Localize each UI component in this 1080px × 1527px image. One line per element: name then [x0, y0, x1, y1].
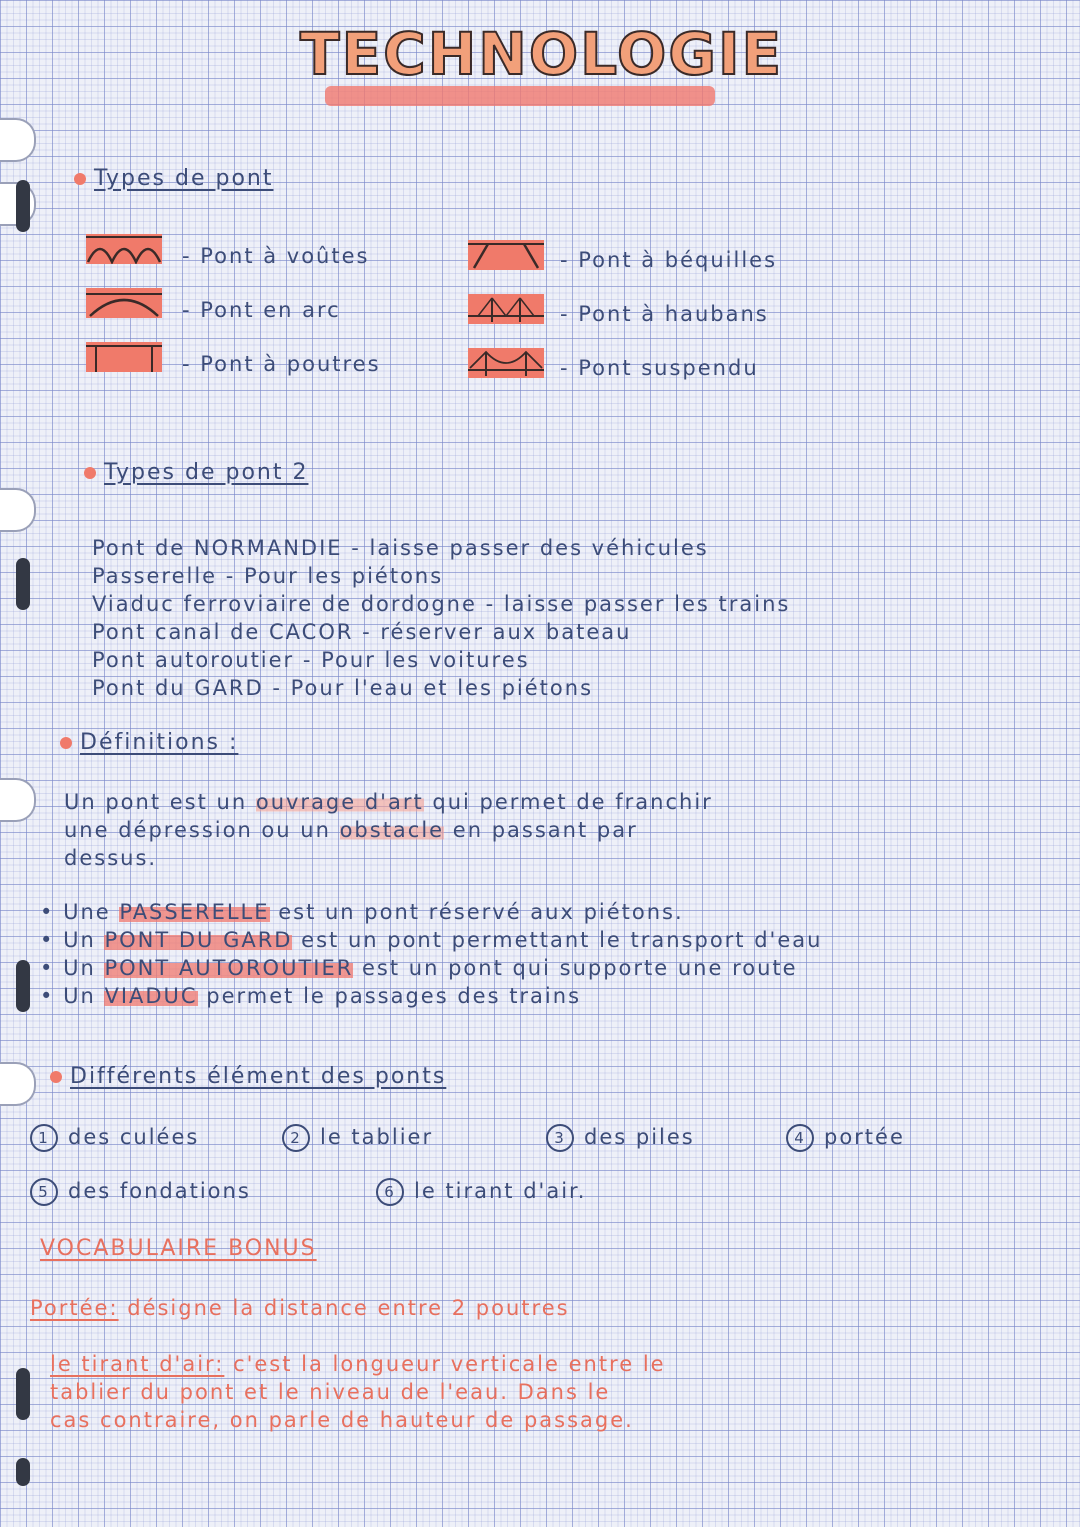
vocab-tirant-line: tablier du pont et le niveau de l'eau. Dans le — [50, 1380, 611, 1404]
highlight-obstacle: obstacle — [339, 818, 445, 842]
term-highlight: VIADUC — [104, 984, 198, 1008]
bullet-icon — [74, 173, 86, 185]
definition-item: • Une PASSERELLE est un pont réservé aux piétons. — [40, 900, 684, 924]
number-circle-icon: 4 — [786, 1124, 814, 1152]
vocab-heading: VOCABULAIRE BONUS — [40, 1236, 317, 1261]
binder-hole — [0, 1062, 36, 1106]
vocab-portee: Portée: désigne la distance entre 2 poutres — [30, 1296, 570, 1320]
definition-item: • Un PONT DU GARD est un pont permettant le transport d'eau — [40, 928, 823, 952]
element-item: 5 des fondations — [30, 1178, 251, 1206]
bullet-dot-icon: • — [40, 984, 55, 1008]
suspension-bridge-icon — [468, 348, 544, 378]
binder-ring — [16, 1458, 30, 1486]
term-highlight: PONT DU GARD — [104, 928, 293, 952]
bullet-dot-icon: • — [40, 900, 55, 924]
bridge-type-vaults: - Pont à voûtes — [182, 244, 370, 268]
bridge-type-strut: - Pont à béquilles — [560, 248, 778, 272]
page-title: TECHNOLOGIE — [300, 20, 784, 88]
example-line: Passerelle - Pour les piétons — [92, 564, 444, 588]
types-heading — [74, 166, 273, 191]
arc-bridge-icon — [86, 288, 162, 318]
binder-ring — [16, 180, 30, 232]
example-line: Pont du GARD - Pour l'eau et les piétons — [92, 676, 594, 700]
cable-stayed-bridge-icon — [468, 294, 544, 324]
definition-intro-line: Un pont est un ouvrage d'art qui permet de franchir — [64, 790, 713, 814]
highlight-ouvrage: ouvrage d'art — [255, 790, 424, 814]
strut-bridge-icon — [468, 240, 544, 270]
types-heading-text: Types de pont — [94, 166, 274, 191]
examples-heading — [84, 460, 308, 485]
number-circle-icon: 6 — [376, 1178, 404, 1206]
title-highlight — [325, 86, 715, 106]
element-item: 3 des piles — [546, 1124, 695, 1152]
binder-hole — [0, 118, 36, 162]
number-circle-icon: 5 — [30, 1178, 58, 1206]
bridge-type-arc: - Pont en arc — [182, 298, 341, 322]
binder-ring — [16, 1368, 30, 1420]
definitions-heading-text: Définitions : — [80, 730, 239, 755]
vocab-term: Portée: — [30, 1296, 119, 1320]
vocab-tirant-line: le tirant d'air: c'est la longueur verticale entre le — [50, 1352, 666, 1376]
example-line: Pont de NORMANDIE - laisse passer des véhicules — [92, 536, 709, 560]
bullet-dot-icon: • — [40, 928, 55, 952]
element-item: 2 le tablier — [282, 1124, 433, 1152]
element-item: 1 des culées — [30, 1124, 199, 1152]
bullet-icon — [84, 467, 96, 479]
element-item: 6 le tirant d'air. — [376, 1178, 586, 1206]
vocab-term: le tirant d'air: — [50, 1352, 225, 1376]
term-highlight: PONT AUTOROUTIER — [104, 956, 354, 980]
bullet-dot-icon: • — [40, 956, 55, 980]
beam-bridge-icon — [86, 342, 162, 372]
arch-vault-bridge-icon — [86, 234, 162, 264]
bullet-icon — [50, 1071, 62, 1083]
example-line: Pont autoroutier - Pour les voitures — [92, 648, 530, 672]
example-line: Viaduc ferroviaire de dordogne - laisse passer les trains — [92, 592, 791, 616]
elements-heading-text: Différents élément des ponts — [70, 1064, 447, 1089]
element-item: 4 portée — [786, 1124, 905, 1152]
bridge-type-cable-stayed: - Pont à haubans — [560, 302, 769, 326]
number-circle-icon: 2 — [282, 1124, 310, 1152]
examples-heading-text: Types de pont 2 — [104, 460, 309, 485]
binder-hole — [0, 778, 36, 822]
example-line: Pont canal de CACOR - réserver aux bateau — [92, 620, 632, 644]
term-highlight: PASSERELLE — [119, 900, 270, 924]
elements-heading — [50, 1064, 446, 1089]
bridge-type-beam: - Pont à poutres — [182, 352, 381, 376]
definition-intro-line: dessus. — [64, 846, 158, 870]
bridge-type-suspension: - Pont suspendu — [560, 356, 759, 380]
definition-item: • Un PONT AUTOROUTIER est un pont qui supporte une route — [40, 956, 798, 980]
number-circle-icon: 1 — [30, 1124, 58, 1152]
definition-item: • Un VIADUC permet le passages des trains — [40, 984, 582, 1008]
bullet-icon — [60, 737, 72, 749]
vocab-tirant-line: cas contraire, on parle de hauteur de passage. — [50, 1408, 634, 1432]
binder-ring — [16, 960, 30, 1012]
definition-intro-line: une dépression ou un obstacle en passant par — [64, 818, 638, 842]
binder-ring — [16, 558, 30, 610]
binder-hole — [0, 488, 36, 532]
number-circle-icon: 3 — [546, 1124, 574, 1152]
definitions-heading — [60, 730, 238, 755]
